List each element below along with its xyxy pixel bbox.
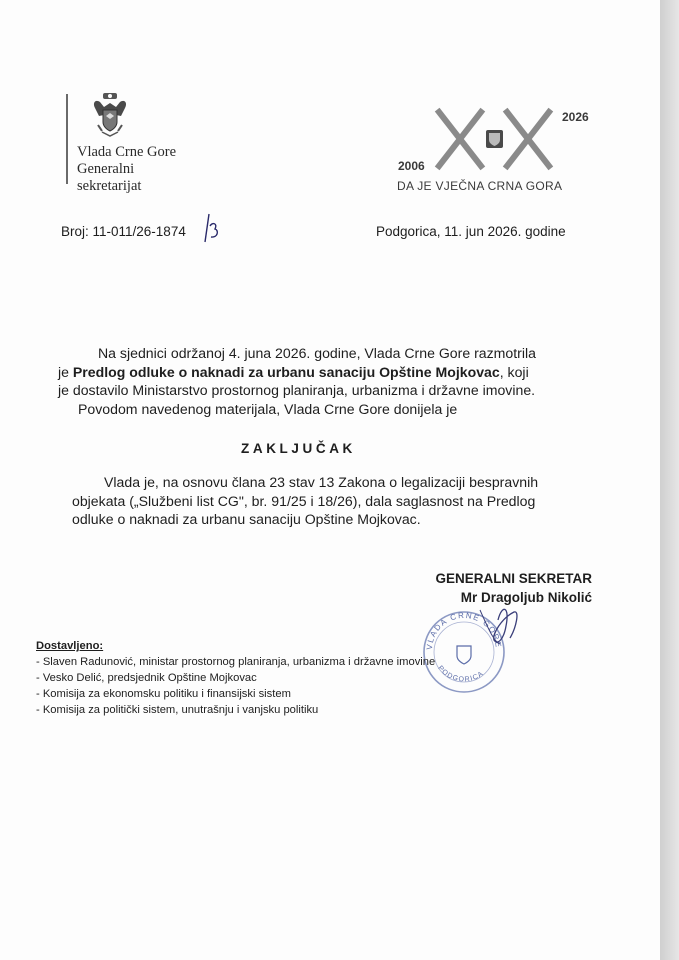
handwritten-reference-suffix xyxy=(199,212,221,246)
jubilee-year-start: 2006 xyxy=(398,159,425,173)
header-divider xyxy=(66,94,68,184)
distribution-item: - Slaven Radunović, ministar prostornog planiranja, urbanizma i državne imovine xyxy=(36,656,436,668)
distribution-title: Dostavljeno: xyxy=(36,640,104,652)
intro-line: Na sjednici održanoj 4. juna 2026. godine, Vlada Crne Gore razmotrila xyxy=(98,345,536,361)
coat-of-arms-icon xyxy=(90,92,130,138)
intro-line: je Predlog odluke o naknadi za urbanu sanaciju Opštine Mojkovac, koji xyxy=(58,363,529,380)
stamp-text-top: VLADA CRNE GORE xyxy=(424,610,504,651)
conclusion-line: Vlada je, na osnovu člana 23 stav 13 Zakona o legalizaciji bespravnih xyxy=(104,474,539,490)
conclusion-line: odluke o naknadi za urbanu sanaciju Opštine Mojkovac. xyxy=(72,511,421,527)
government-header xyxy=(62,92,222,192)
conclusion-paragraph xyxy=(72,473,602,529)
distribution-item: - Komisija za politički sistem, unutrašnju i vanjsku politiku xyxy=(36,704,319,716)
stamp-text-bottom: PODGORICA xyxy=(436,664,486,684)
org-name: Vlada Crne Gore xyxy=(77,144,177,160)
distribution-item: - Vesko Delić, predsjednik Opštine Mojkovac xyxy=(36,672,257,684)
conclusion-line: objekata („Službeni list CG", br. 91/25 i 18/26), dala saglasnost na Predlog xyxy=(72,492,536,509)
org-unit-line1: Generalni xyxy=(77,161,135,177)
signatory-title: GENERALNI SEKRETAR xyxy=(435,571,592,586)
scan-edge-shadow xyxy=(660,0,679,960)
jubilee-year-end: 2026 xyxy=(562,110,589,124)
independence-jubilee-logo xyxy=(395,100,600,200)
conclusion-heading: ZAKLJUČAK xyxy=(241,441,356,456)
svg-text:VLADA CRNE GORE xyxy=(425,611,503,650)
document-date: Podgorica, 11. jun 2026. godine xyxy=(376,224,566,239)
intro-paragraph xyxy=(58,344,598,418)
jubilee-motto: DA JE VJEČNA CRNA GORA xyxy=(397,179,563,193)
intro-line: je dostavilo Ministarstvo prostornog planiranja, urbanizma i državne imovine. xyxy=(58,382,536,398)
org-unit-line2: sekretarijat xyxy=(77,178,142,194)
intro-line: Povodom navedenog materijala, Vlada Crne Gore donijela je xyxy=(78,400,458,417)
distribution-item: - Komisija za ekonomsku politiku i finansijski sistem xyxy=(36,688,291,700)
distribution-list xyxy=(36,638,435,718)
subject-title: Predlog odluke o naknadi za urbanu sanaciju Opštine Mojkovac xyxy=(72,363,500,380)
svg-text:PODGORICA xyxy=(436,665,485,684)
reference-number: Broj: 11-011/26-1874 xyxy=(61,224,186,239)
signatory-name: Mr Dragoljub Nikolić xyxy=(460,590,592,605)
